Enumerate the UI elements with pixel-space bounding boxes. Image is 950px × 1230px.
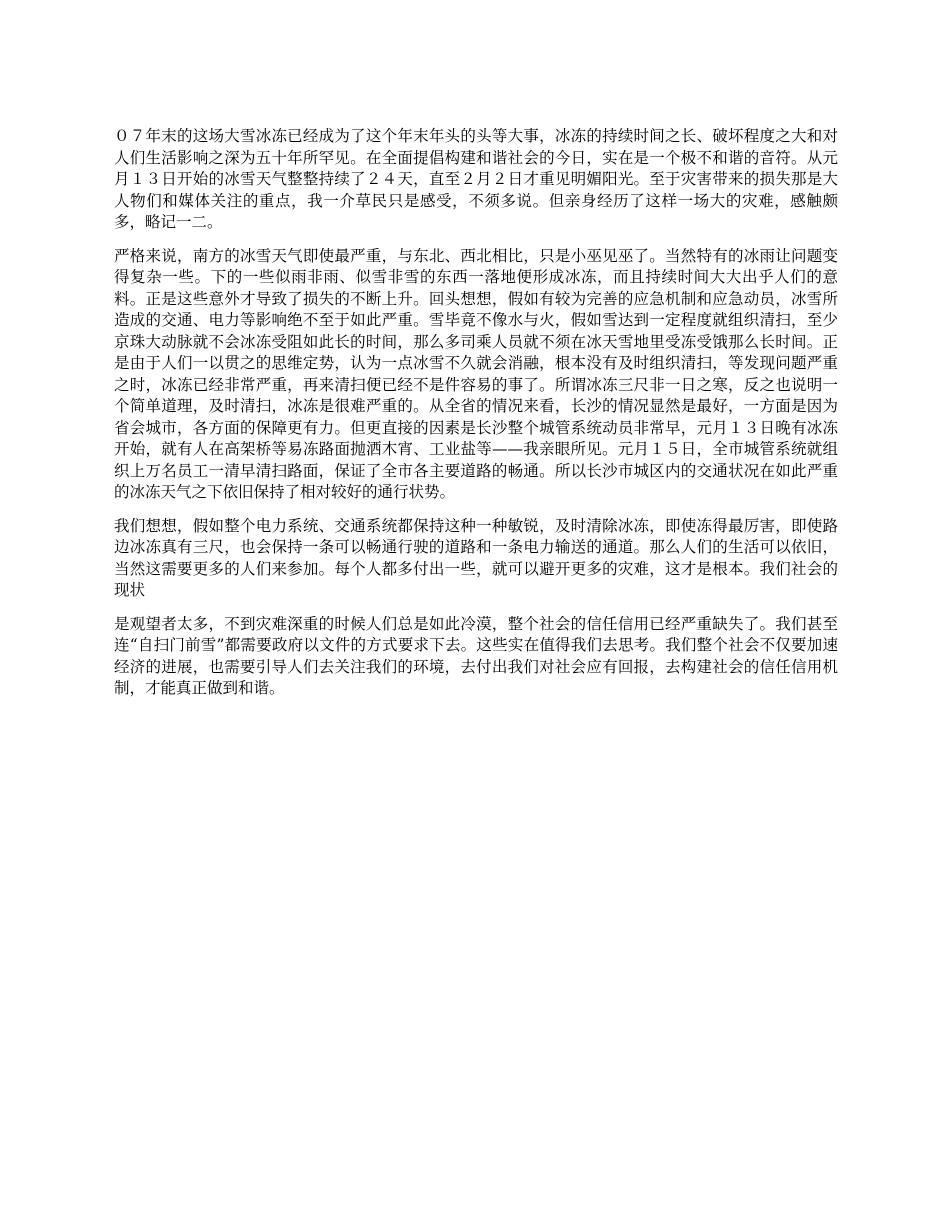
document-body <box>114 126 838 712</box>
paragraph-2: 严格来说，南方的冰雪天气即使最严重，与东北、西北相比，只是小巫见巫了。当然特有的冰雨让问题变得复杂一些。下的一些似雨非雨、似雪非雪的东西一落地便形成冰冻，而且持续时间大大出乎人们的意料。正是这些意外才导致了损失的不断上升。回头想想，假如有较为完善的应急机制和应急动员，冰雪所造成的交通、电力等影响绝不至于如此严重。雪毕竟不像水与火，假如雪达到一定程度就组织清扫，至少京珠大动脉就不会冰冻受阻如此长的时间，那么多司乘人员就不须在冰天雪地里受冻受饿那么长时间。正是由于人们一以贯之的思维定势，认为一点冰雪不久就会消融，根本没有及时组织清扫，等发现问题严重之时，冰冻已经非常严重，再来清扫便已经不是件容易的事了。所谓冰冻三尺非一日之寒，反之也说明一个简单道理，及时清扫，冰冻是很难严重的。从全省的情况来看，长沙的情况显然是最好，一方面是因为省会城市，各方面的保障更有力。但更直接的因素是长沙整个城管系统动员非常早，元月１３日晚有冰冻开始，就有人在高架桥等易冻路面抛洒木宵、工业盐等——我亲眼所见。元月１５日，全市城管系统就组织上万名员工一清早清扫路面，保证了全市各主要道路的畅通。所以长沙市城区内的交通状况在如此严重的冰冻天气之下依旧保持了相对较好的通行状势。 <box>114 246 838 501</box>
paragraph-4: 是观望者太多，不到灾难深重的时候人们总是如此冷漠，整个社会的信任信用已经严重缺失了。我们甚至连“自扫门前雪”都需要政府以文件的方式要求下去。这些实在值得我们去思考。我们整个社会不仅要加速经济的进展，也需要引导人们去关注我们的环境，去付出我们对社会应有回报，去构建社会的信任信用机制，才能真正做到和谐。 <box>114 614 838 697</box>
paragraph-3: 我们想想，假如整个电力系统、交通系统都保持这种一种敏锐，及时清除冰冻，即使冻得最厉害，即使路边冰冻真有三尺，也会保持一条可以畅通行驶的道路和一条电力输送的通道。那么人们的生活可以依旧，当然这需要更多的人们来参加。每个人都多付出一些，就可以避开更多的灾难，这才是根本。我们社会的现状 <box>114 516 838 599</box>
paragraph-1: ０７年末的这场大雪冰冻已经成为了这个年末年头的头等大事，冰冻的持续时间之长、破坏程度之大和对人们生活影响之深为五十年所罕见。在全面提倡构建和谐社会的今日，实在是一个极不和谐的音符。从元月１３日开始的冰雪天气整整持续了２４天，直至２月２日才重见明媚阳光。至于灾害带来的损失那是大人物们和媒体关注的重点，我一介草民只是感受，不须多说。但亲身经历了这样一场大的灾难，感触颇多，略记一二。 <box>114 127 838 231</box>
